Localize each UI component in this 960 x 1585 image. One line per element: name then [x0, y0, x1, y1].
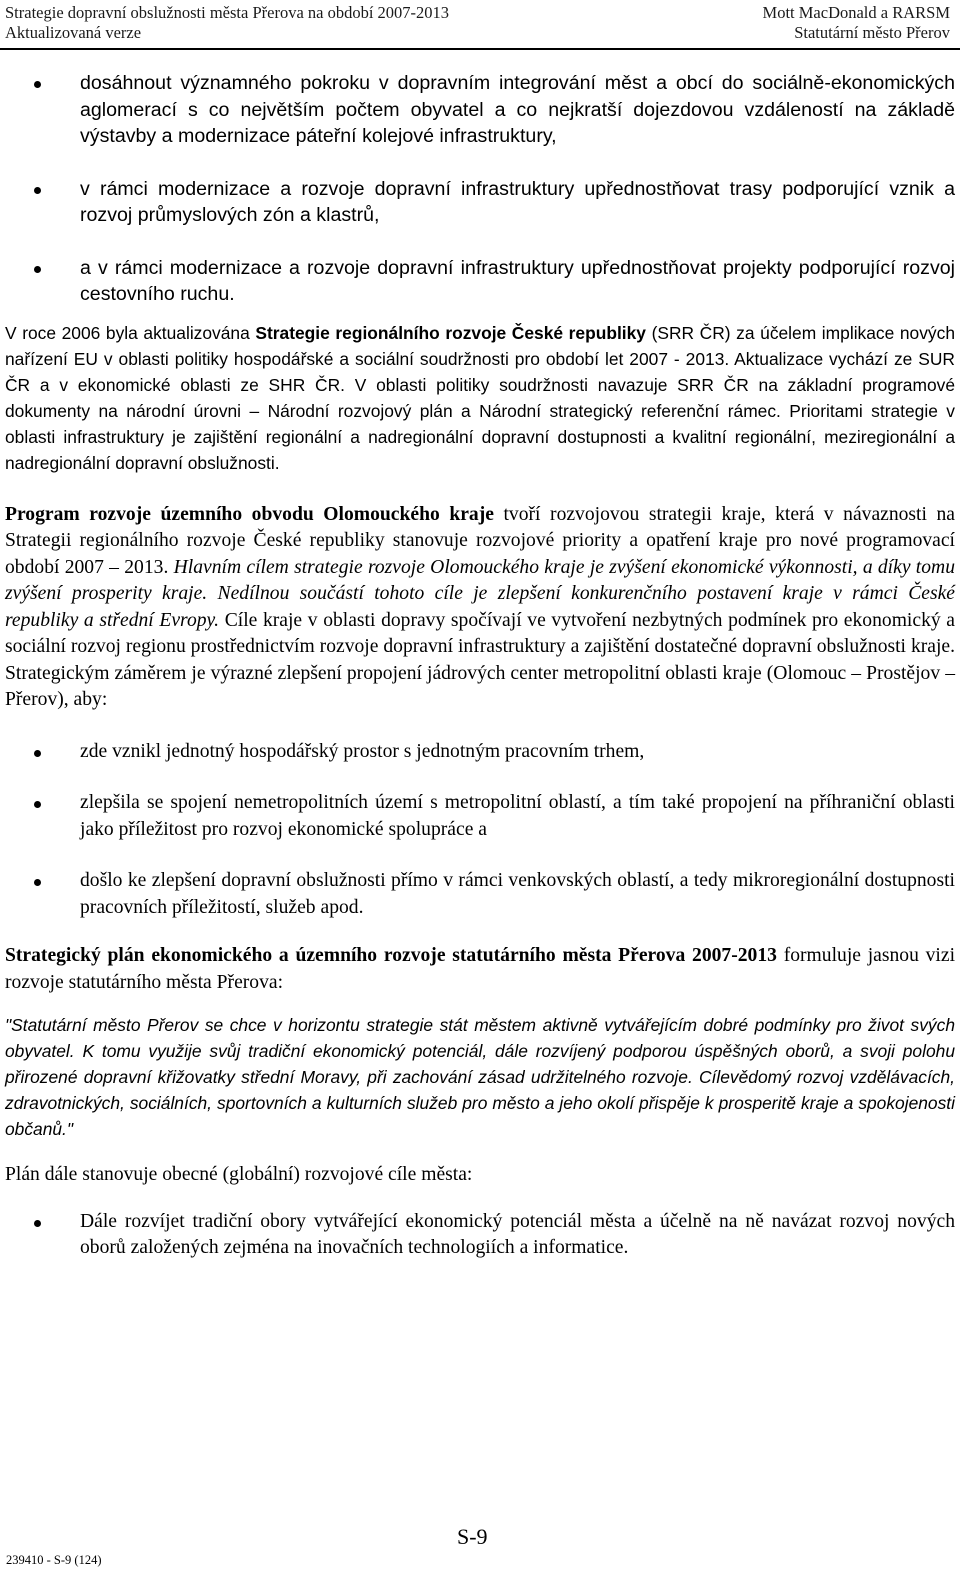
header-authors: Mott MacDonald a RARSM — [762, 3, 950, 22]
text-run: formuluje jasnou vizi rozvoje statutárního města Přerova: — [5, 945, 956, 993]
list-item-text: v rámci modernizace a rozvoje dopravní infrastruktury upřednostňovat trasy podporující vznik a rozvoj průmyslových zón a klastrů, — [80, 177, 955, 226]
list-item-text: došlo ke zlepšení dopravní obslužnosti přímo v rámci venkovských oblastí, a tedy mikroregionální dostupnosti pracovních příležitostí, služeb apod. — [80, 870, 955, 918]
document-title-srr: Strategie regionálního rozvoje České republiky — [255, 322, 646, 343]
header-doc-version: Aktualizovaná verze — [5, 23, 142, 42]
list-item-text: dosáhnout významného pokroku v dopravním integrování měst a obcí do sociálně-ekonomických aglomerací s co největším počtem obyvatel a co nejkratší dojezdovou vzdáleností na základě výstavby a modernizace páteřní kolejové infrastruktury, — [80, 72, 955, 147]
page-body — [5, 60, 955, 1262]
bullet-icon — [34, 187, 41, 194]
italic-goal-text: Hlavním cílem strategie rozvoje Olomouckého kraje je zvýšení ekonomické výkonnosti, a díky tomu zvýšení prosperity kraje. Nedílnou součástí tohoto cíle je zlepšení konkurenčního postavení kraje v rámci České republiky a střední Evropy. — [5, 556, 955, 631]
paragraph-strategic-plan — [5, 943, 955, 996]
document-title-program: Program rozvoje územního obvodu Olomouckého kraje — [5, 503, 494, 525]
bullet-icon — [34, 801, 41, 808]
list-item-text: Dále rozvíjet tradiční obory vytvářející ekonomický potenciál města a účelně na ně navázat rozvoj nových oborů založených zejména na inovačních technologiích a informatice. — [80, 1210, 955, 1258]
list-item-text: a v rámci modernizace a rozvoje dopravní infrastruktury upřednostňovat projekty podporující rozvoj cestovního ruchu. — [80, 256, 955, 305]
mid-bullet-list — [5, 739, 955, 922]
quote-text: "Statutární město Přerov se chce v horizontu strategie stát městem aktivně vytvářejícím dobré podmínky pro život svých obyvatel. K tomu využije svůj tradiční ekonomický potenciál, dále rozvíjený podporou úspěšných oborů, a svoji polohu přirozené dopravní křižovatky střední Moravy, při zachování zásad udržitelného rozvoje. Cílevědomý rozvoj vzdělávacích, zdravotnických, sociálních, sportovních a kulturních služeb pro město a jeho okolí přispěje k prosperitě kraje a spokojenosti občanů." — [5, 1015, 955, 1139]
list-item-text: zlepšila se spojení nemetropolitních území s metropolitní oblastí, a tím také propojení na příhraniční oblasti jako příležitost pro rozvoj ekonomické spolupráce a — [80, 792, 955, 840]
list-item — [5, 1209, 955, 1262]
bullet-icon — [34, 879, 41, 886]
document-title-strategic-plan: Strategický plán ekonomického a územního rozvoje statutárního města Přerova 2007-2013 — [5, 945, 777, 966]
list-item — [5, 739, 955, 766]
bullet-icon — [34, 81, 41, 88]
header-client: Statutární město Přerov — [794, 23, 950, 42]
vision-quote — [5, 1012, 955, 1142]
list-item-text: zde vznikl jednotný hospodářský prostor s jednotným pracovním trhem, — [80, 740, 645, 762]
bullet-icon — [34, 750, 41, 757]
list-item — [5, 255, 955, 308]
text-run: (SRR ČR) za účelem implikace nových nařízení EU v oblasti politiky hospodářské a sociální soudržnosti pro období let 2007 - 2013. Aktualizace vychází ze SUR ČR a v ekonomické oblasti ze SHR ČR. V oblasti politiky soudržnosti navazuje SRR ČR na základní programové dokumenty na národní úrovni – Národní rozvojový plán a Národní strategický referenční rámec. Prioritami strategie v oblasti infrastruktury je zajištění regionální a nadregionální dopravní dostupnosti a kvalitní regionální, meziregionální a nadregionální dopravní obslužnosti. — [5, 322, 955, 473]
bullet-icon — [34, 1220, 41, 1227]
paragraph-srr — [5, 320, 955, 476]
list-item — [5, 790, 955, 843]
text-run: Cíle kraje v oblasti dopravy spočívají ve vytvoření nezbytných podmínek pro ekonomický a sociální rozvoj regionu prostřednictvím rozvoje dopravní infrastruktury a zajištění dostatečné dopravní obslužnosti kraje. Strategickým záměrem je výrazné zlepšení propojení jádrových center metropolitní oblasti kraje (Olomouc – Prostějov – Přerov), aby: — [5, 609, 955, 710]
list-item — [5, 868, 955, 921]
bottom-bullet-list — [5, 1209, 955, 1262]
header-doc-title: Strategie dopravní obslužnosti města Přerova na období 2007-2013 — [5, 3, 450, 22]
text-run: tvoří rozvojovou strategii kraje, která v návaznosti na Strategii regionálního rozvoje České republiky stanovuje rozvojové priority a opatření kraje pro nové programovací období 2007 – 2013. — [5, 503, 955, 578]
page-number: S-9 — [457, 1524, 488, 1549]
list-item — [5, 70, 955, 150]
page-header — [0, 0, 960, 50]
document-code: 239410 - S-9 (124) — [6, 1553, 102, 1567]
text-run: Plán dále stanovuje obecné (globální) rozvojové cíle města: — [5, 1164, 473, 1185]
paragraph-goals-intro — [5, 1162, 955, 1189]
paragraph-program — [5, 502, 955, 714]
top-bullet-list — [5, 70, 955, 308]
bullet-icon — [34, 266, 41, 273]
text-run: V roce 2006 byla aktualizována — [5, 322, 256, 343]
list-item — [5, 176, 955, 229]
